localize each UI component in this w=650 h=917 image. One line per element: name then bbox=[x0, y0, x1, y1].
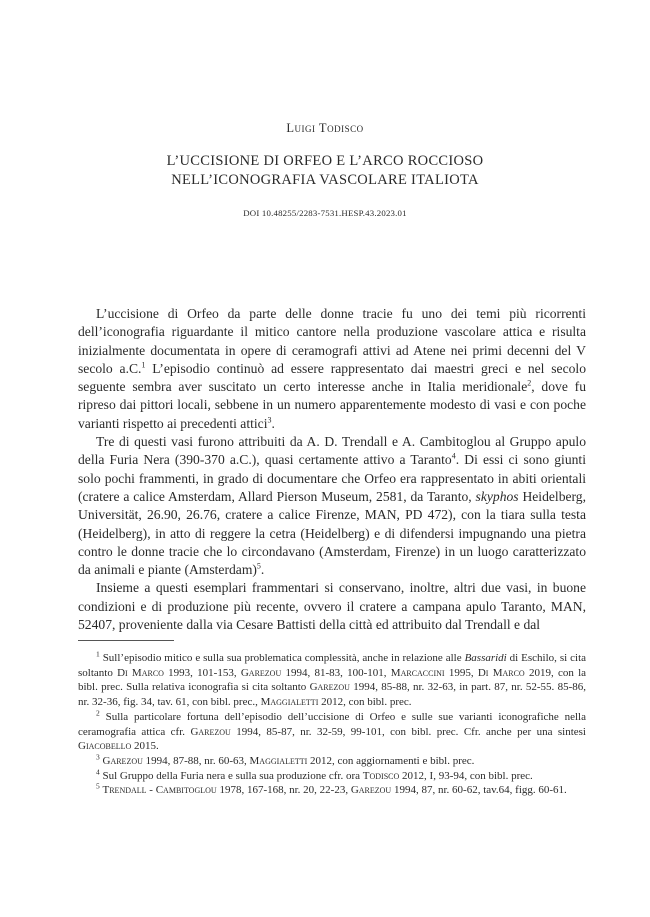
footnote-ref-3[interactable]: 3 bbox=[267, 415, 272, 425]
footnote-ref-1[interactable]: 1 bbox=[141, 360, 146, 370]
footnote-text: 1994, 85-87, nr. 32-59, 99-101, con bibl. prec. Cfr. anche per una sintesi bbox=[230, 725, 586, 738]
main-text bbox=[78, 305, 586, 634]
footnote-ref-2[interactable]: 2 bbox=[527, 378, 532, 388]
footnote-text: 1978, 167-168, nr. 20, 22-23, bbox=[216, 784, 351, 797]
footnote-text: 2012, con bibl. prec. bbox=[318, 696, 412, 709]
italic-term: skyphos bbox=[475, 488, 519, 504]
paragraph-text: . Di essi ci sono giunti solo pochi frammenti, in grado di documentare che Orfeo era rappresentato in abiti orientali (cratere a calice Amsterdam, Allard Pierson Museum, 2581, da Taranto, bbox=[78, 452, 586, 504]
footnote-text: 2019, con la bibl. prec. Sulla relativa iconografia si cita soltanto bbox=[78, 666, 587, 694]
cited-author: Garezou bbox=[240, 666, 282, 679]
paragraph-text: . bbox=[271, 415, 275, 431]
title-line-2: NELL’ICONOGRAFIA VASCOLARE ITALIOTA bbox=[171, 172, 479, 188]
paragraph-text: Tre di questi vasi furono attribuiti da A. D. Trendall e A. Cambitoglou al Gruppo apulo della Furia Nera (390-370 a.C.), quasi certamente attivo a Taranto bbox=[78, 434, 586, 468]
cited-author: Di Marco bbox=[117, 666, 164, 679]
footnote-text: Sul Gruppo della Furia nera e sulla sua produzione cfr. ora bbox=[102, 769, 363, 782]
footnote-text: 1994, 87, nr. 60-62, tav.64, figg. 60-61. bbox=[391, 784, 567, 797]
cited-author: Trendall - Cambitoglou bbox=[102, 784, 217, 797]
cited-author: Maggialetti bbox=[249, 754, 308, 767]
paragraph-3: Insieme a questi esemplari frammentari si conservano, inoltre, altri due vasi, in buone condizioni e di produzione più recente, ovvero il cratere a campana apulo Taranto, MAN, 52407, proveniente dalla via Cesare Battisti della città ed attribuito dal Trendall e dal bbox=[78, 580, 586, 633]
footnote-number: 5 bbox=[96, 781, 100, 791]
footnote-separator bbox=[78, 640, 174, 641]
footnote-text: 1995, bbox=[444, 666, 478, 679]
footnote-1 bbox=[78, 651, 586, 710]
cited-author: Garezou bbox=[309, 681, 350, 694]
footnote-number: 4 bbox=[96, 766, 100, 776]
article-title bbox=[0, 152, 650, 190]
footnote-text: 1994, 87-88, nr. 60-63, bbox=[142, 754, 250, 767]
footnote-text: 2012, I, 93-94, con bibl. prec. bbox=[399, 769, 533, 782]
footnote-ref-5[interactable]: 5 bbox=[256, 561, 261, 571]
footnote-2 bbox=[78, 710, 586, 754]
cited-author: Todisco bbox=[362, 769, 400, 782]
italic-term: Bassaridi bbox=[464, 652, 507, 664]
footnote-4 bbox=[78, 766, 586, 784]
footnote-text: 1994, 81-83, 100-101, bbox=[281, 666, 391, 679]
paragraph-text: L’episodio continuò ad essere rappresentato dai maestri greci e nel secolo seguente sembra aver suscitato un certo interesse anche in Italia meridionale bbox=[78, 360, 586, 395]
footnote-number: 3 bbox=[96, 752, 100, 762]
paragraph-text: , dove fu ripreso dai pittori locali, sebbene in un numero apparentemente modesto di vasi e con poche varianti rispetto ai precedenti attici bbox=[78, 379, 586, 431]
cited-author: Giacobello bbox=[78, 740, 132, 753]
paragraph-2 bbox=[78, 433, 586, 579]
doi-line[interactable]: DOI 10.48255/2283-7531.HESP.43.2023.01 bbox=[243, 208, 407, 218]
footnote-5 bbox=[78, 783, 586, 798]
paragraph-1 bbox=[78, 305, 586, 433]
paragraph-text: . bbox=[260, 562, 265, 578]
footnote-text: Sulla particolare fortuna dell’episodio dell’uccisione di Orfeo e sulle sue varianti iconografiche nella ceramografia attica cfr. bbox=[78, 710, 586, 738]
footnote-number: 2 bbox=[96, 708, 100, 718]
footnote-text: 2015. bbox=[131, 740, 159, 753]
cited-author: Garezou bbox=[350, 784, 392, 797]
footnote-text: 1994, 85-88, nr. 32-63, in part. 87, nr. 52-55. 85-86, nr. 32-36, fig. 34, tav. 61, con bibl. prec., bbox=[78, 681, 586, 709]
footnote-text: 2012, con aggiornamenti e bibl. prec. bbox=[307, 754, 475, 767]
footnote-3 bbox=[78, 754, 586, 769]
paragraph-text: Heidelberg, Universität, 26.90, 26.76, cratere a calice Firenze, MAN, PD 472), con la tiara sulla testa (Heidelberg), in atto di reggere la cetra (Heidelberg) e di difendersi impugnando una pietra contro le donne tracie che lo circondavano (Amsterdam, Firenze) in un luogo caratterizzato da animali e piante (Amsterdam) bbox=[78, 488, 586, 578]
footnote-number: 1 bbox=[96, 649, 100, 659]
cited-author: Di Marco bbox=[477, 666, 525, 679]
cited-author: Garezou bbox=[190, 725, 231, 738]
author-name: Luigi Todisco bbox=[286, 121, 364, 135]
footnote-text: 1993, 101-153, bbox=[163, 666, 241, 679]
cited-author: Marcaccini bbox=[390, 666, 445, 679]
title-line-1: L’UCCISIONE DI ORFEO E L’ARCO ROCCIOSO bbox=[166, 153, 484, 169]
footnote-ref-4[interactable]: 4 bbox=[451, 451, 456, 461]
paragraph-text: L’uccisione di Orfeo da parte delle donne tracie fu uno dei temi più ricorrenti dell’iconografia riguardante il mitico cantore nella produzione vascolare attica e risulta inizialmente documentata in opere di ceramografi attivi ad Atene nei primi decenni del V secolo a.C. bbox=[78, 306, 586, 376]
footnote-text: di Eschilo, si cita soltanto bbox=[78, 652, 587, 679]
footnotes bbox=[78, 651, 586, 798]
footnote-text: Sull’episodio mitico e sulla sua problematica complessità, anche in relazione alle bbox=[102, 652, 465, 664]
cited-author: Garezou bbox=[102, 754, 143, 767]
cited-author: Maggialetti bbox=[260, 696, 319, 709]
